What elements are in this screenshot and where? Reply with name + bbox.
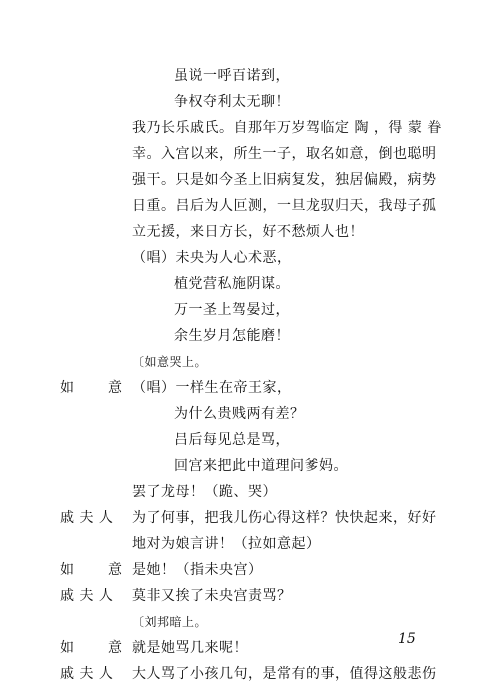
dialogue-line: 地对为娘言讲！（拉如意起） xyxy=(132,536,321,552)
speaker-qi-fu-ren: 戚 夫 人 xyxy=(60,588,114,604)
speaker-ruyi-1: 如 xyxy=(60,380,75,396)
dialogue-line: 是她！（指未央宫） xyxy=(132,562,263,578)
dialogue-line: 我乃长乐戚氏。自那年万岁驾临定 陶 ，得 蒙 眷 xyxy=(132,120,442,136)
lyric-line: 余生岁月怎能磨！ xyxy=(174,328,290,344)
speaker-ruyi-2: 意 xyxy=(108,562,123,578)
speaker-ruyi-1: 如 xyxy=(60,562,75,578)
dialogue-line: 大人骂了小孩几句，是常有的事，值得这般悲伤 xyxy=(132,666,437,682)
speaker-ruyi-2: 意 xyxy=(108,640,123,656)
lyric-line: 回宫来把此中道理问爹妈。 xyxy=(174,458,348,474)
dialogue-line: 日重。吕后为人叵测，一旦龙驭归天，我母子孤 xyxy=(132,198,437,214)
song-line: （唱）未央为人心术恶， xyxy=(132,250,292,266)
stage-direction: 〔刘邦暗上。 xyxy=(132,615,208,629)
lyric-line: 争权夺利太无聊！ xyxy=(174,94,290,110)
lyric-line: 虽说一呼百诺到， xyxy=(174,68,290,84)
page-number: 15 xyxy=(398,631,416,647)
dialogue-line: 莫非又挨了未央宫责骂？ xyxy=(132,588,292,604)
lyric-line: 植党营私施阴谋。 xyxy=(174,276,290,292)
stage-direction: 〔如意哭上。 xyxy=(132,355,208,369)
speaker-qi-fu-ren: 戚 夫 人 xyxy=(60,666,114,682)
lyric-line: 万一圣上驾晏过， xyxy=(174,302,290,318)
speaker-qi-fu-ren: 戚 夫 人 xyxy=(60,510,114,526)
lyric-line: 吕后每见总是骂， xyxy=(174,432,290,448)
dialogue-line: 强干。只是如今圣上旧病复发，独居偏殿，病势 xyxy=(132,172,437,188)
dialogue-line: 幸。入宫以来，所生一子，取名如意，倒也聪明 xyxy=(132,146,437,162)
song-line: （唱）一样生在帝王家， xyxy=(132,380,292,396)
lyric-line: 为什么贵贱两有差？ xyxy=(174,406,305,422)
dialogue-line: 就是她骂几来呢！ xyxy=(132,640,248,656)
dialogue-line: 罢了龙母！（跪、哭） xyxy=(132,484,277,500)
speaker-ruyi-1: 如 xyxy=(60,640,75,656)
dialogue-line: 立无援，来日方长，好不愁烦人也！ xyxy=(132,224,364,240)
dialogue-line: 为了何事，把我儿伤心得这样？快快起来，好好 xyxy=(132,510,437,526)
speaker-ruyi-2: 意 xyxy=(108,380,123,396)
